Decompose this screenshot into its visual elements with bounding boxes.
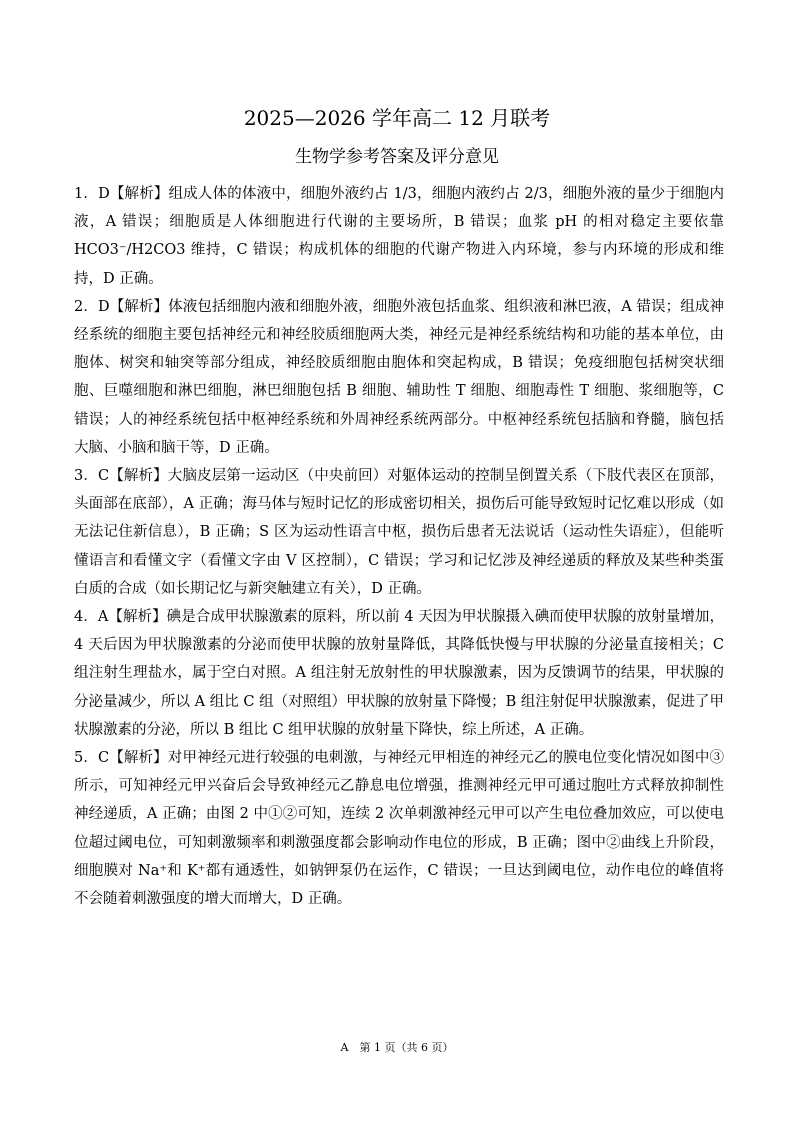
answer-list (74, 180, 724, 913)
answer-item-5: 5．C【解析】对甲神经元进行较强的电刺激，与神经元甲相连的神经元乙的膜电位变化情况如图中③所示，可知神经元甲兴奋后会导致神经元乙静息电位增强，推测神经元甲可通过胞吐方式释放抑制性神经递质，A 正确；由图 2 中①②可知，连续 2 次单刺激神经元甲可以产生电位叠加效应，可以使电位超过阈电位，可知刺激频率和刺激强度都会影响动作电位的形成，B 正确；图中②曲线上升阶段，细胞膜对 Na⁺和 K⁺都有通透性，如钠钾泵仍在运作，C 错误；一旦达到阈电位，动作电位的峰值将不会随着刺激强度的增大而增大，D 正确。 (74, 750, 724, 908)
page-title: 2025—2026 学年高二 12 月联考 (243, 106, 551, 130)
page-subtitle: 生物学参考答案及评分意见 (295, 147, 499, 167)
answer-item-3: 3．C【解析】大脑皮层第一运动区（中央前回）对躯体运动的控制呈倒置关系（下肢代表区在顶部，头面部在底部），A 正确；海马体与短时记忆的形成密切相关，损伤后可能导致短时记忆难以形成（如无法记住新信息），B 正确；S 区为运动性语言中枢，损伤后患者无法说话（运动性失语症），但能听懂语言和看懂文字（看懂文字由 V 区控制），C 错误；学习和记忆涉及神经递质的释放及某些种类蛋白质的合成（如长期记忆与新突触建立有关），D 正确。 (74, 468, 724, 597)
answer-item-2: 2．D【解析】体液包括细胞内液和细胞外液，细胞外液包括血浆、组织液和淋巴液，A 错误；组成神经系统的细胞主要包括神经元和神经胶质细胞两大类，神经元是神经系统结构和功能的基本单位，由胞体、树突和轴突等部分组成，神经胶质细胞由胞体和突起构成，B 错误；免疫细胞包括树突状细胞、巨噬细胞和淋巴细胞，淋巴细胞包括 B 细胞、辅助性 T 细胞、细胞毒性 T 细胞、浆细胞等，C 错误；人的神经系统包括中枢神经系统和外周神经系统两部分。中枢神经系统包括脑和脊髓，脑包括大脑、小脑和脑干等，D 正确。 (74, 298, 724, 456)
answer-item-4: 4．A【解析】碘是合成甲状腺激素的原料，所以前 4 天因为甲状腺摄入碘而使甲状腺的放射量增加，4 天后因为甲状腺激素的分泌而使甲状腺的放射量降低，其降低快慢与甲状腺的分泌量直接相关；C 组注射生理盐水，属于空白对照。A 组注射无放射性的甲状腺激素，因为反馈调节的结果，甲状腺的分泌量减少，所以 A 组比 C 组（对照组）甲状腺的放射量下降慢；B 组注射促甲状腺激素，促进了甲状腺激素的分泌，所以 B 组比 C 组甲状腺的放射量下降快，综上所述，A 正确。 (74, 609, 724, 738)
page-footer: A 第 1 页（共 6 页） (340, 1041, 454, 1054)
answer-item-1: 1．D【解析】组成人体的体液中，细胞外液约占 1/3，细胞内液约占 2/3，细胞外液的量少于细胞内液，A 错误；细胞质是人体细胞进行代谢的主要场所，B 错误；血浆 pH 的相对稳定主要依靠 HCO3⁻/H2CO3 维持，C 错误；构成机体的细胞的代谢产物进入内环境，参与内环境的形成和维持，D 正确。 (74, 186, 724, 287)
